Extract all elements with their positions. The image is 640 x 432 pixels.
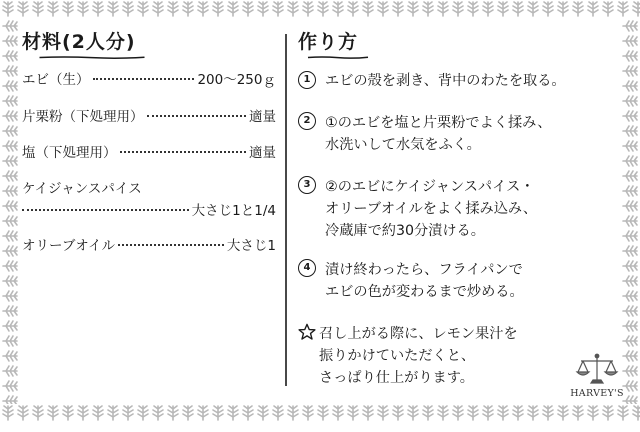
leaf-sprig-ornament	[168, 2, 178, 16]
leaf-sprig-ornament	[213, 406, 223, 420]
leaf-sprig-ornament	[3, 321, 17, 331]
leaf-sprig-ornament	[393, 2, 403, 16]
leaf-sprig-ornament	[623, 261, 637, 271]
ingredient-amount: 200〜250ｇ	[197, 72, 276, 88]
leaf-sprig-ornament	[3, 216, 17, 226]
decorative-border-right	[620, 18, 640, 404]
leaf-sprig-ornament	[3, 111, 17, 121]
leaf-sprig-ornament	[3, 366, 17, 376]
leaf-sprig-ornament	[623, 306, 637, 316]
leaf-sprig-ornament	[138, 2, 148, 16]
leaf-sprig-ornament	[408, 2, 418, 16]
leaf-sprig-ornament	[348, 406, 358, 420]
leaf-sprig-ornament	[318, 2, 328, 16]
leaf-sprig-ornament	[288, 406, 298, 420]
leaf-sprig-ornament	[3, 21, 17, 31]
leaf-sprig-ornament	[623, 201, 637, 211]
ingredient-name: ケイジャンスパイス	[22, 181, 142, 197]
leaf-sprig-ornament	[623, 111, 637, 121]
leaf-sprig-ornament	[93, 406, 103, 420]
leaf-sprig-ornament	[453, 406, 463, 420]
step-number-badge: 4	[298, 259, 316, 277]
leaf-sprig-ornament	[3, 126, 17, 136]
leaf-sprig-ornament	[623, 36, 637, 46]
leaf-sprig-ornament	[48, 2, 58, 16]
leaf-sprig-ornament	[623, 291, 637, 301]
ingredient-item	[22, 144, 276, 162]
step-item	[298, 259, 618, 303]
leaf-sprig-ornament	[243, 406, 253, 420]
step-item	[298, 176, 618, 242]
leaf-sprig-ornament	[348, 2, 358, 16]
leaf-sprig-ornament	[3, 396, 17, 404]
leaf-sprig-ornament	[468, 406, 478, 420]
decorative-border-left	[0, 18, 20, 404]
leaf-sprig-ornament	[378, 406, 388, 420]
harveys-logo	[568, 352, 626, 402]
leaf-sprig-ornament	[3, 246, 17, 256]
leaf-sprig-ornament	[618, 2, 628, 16]
leaf-sprig-ornament	[3, 336, 17, 346]
ingredient-name: エビ（生）	[22, 72, 90, 88]
column-divider	[285, 34, 287, 386]
leaf-sprig-ornament	[3, 156, 17, 166]
leaf-sprig-ornament	[423, 2, 433, 16]
method-heading: 作り方	[298, 31, 359, 53]
leaf-sprig-ornament	[108, 406, 118, 420]
leaf-sprig-ornament	[78, 406, 88, 420]
leaf-sprig-ornament	[3, 51, 17, 61]
leaf-sprig-ornament	[468, 2, 478, 16]
ingredient-item	[22, 237, 276, 255]
leaf-sprig-ornament	[63, 406, 73, 420]
dotted-leader	[120, 151, 247, 153]
leaf-sprig-ornament	[423, 406, 433, 420]
star-outline-icon	[298, 323, 316, 341]
leaf-sprig-ornament	[153, 406, 163, 420]
leaf-sprig-ornament	[623, 96, 637, 106]
leaf-sprig-ornament	[333, 406, 343, 420]
leaf-sprig-ornament	[198, 406, 208, 420]
leaf-sprig-ornament	[483, 406, 493, 420]
method-section	[298, 30, 618, 389]
dotted-leader	[118, 244, 224, 246]
leaf-sprig-ornament	[3, 141, 17, 151]
leaf-sprig-ornament	[63, 2, 73, 16]
leaf-sprig-ornament	[438, 2, 448, 16]
leaf-sprig-ornament	[618, 406, 628, 420]
leaf-sprig-ornament	[603, 406, 613, 420]
leaf-sprig-ornament	[288, 2, 298, 16]
step-number-badge: 1	[298, 71, 316, 89]
leaf-sprig-ornament	[243, 2, 253, 16]
ingredient-amount: 適量	[249, 145, 276, 161]
leaf-sprig-ornament	[303, 406, 313, 420]
leaf-sprig-ornament	[528, 2, 538, 16]
ingredients-heading-wrap	[22, 30, 162, 59]
leaf-sprig-ornament	[588, 2, 598, 16]
leaf-sprig-ornament	[363, 406, 373, 420]
leaf-sprig-ornament	[3, 261, 17, 271]
step-item	[298, 112, 618, 156]
leaf-sprig-ornament	[623, 336, 637, 346]
leaf-sprig-ornament	[573, 406, 583, 420]
leaf-sprig-ornament	[438, 406, 448, 420]
leaf-sprig-ornament	[258, 2, 268, 16]
leaf-sprig-ornament	[228, 406, 238, 420]
leaf-sprig-ornament	[33, 2, 43, 16]
leaf-sprig-ornament	[528, 406, 538, 420]
leaf-sprig-ornament	[483, 2, 493, 16]
leaf-sprig-ornament	[498, 2, 508, 16]
leaf-sprig-ornament	[363, 2, 373, 16]
leaf-sprig-ornament	[213, 2, 223, 16]
step-text: ①のエビを塩と片栗粉でよく揉み、 水洗いして水気をふく。	[325, 115, 552, 153]
leaf-sprig-ornament	[588, 406, 598, 420]
leaf-sprig-ornament	[3, 231, 17, 241]
leaf-sprig-ornament	[93, 2, 103, 16]
step-number-badge: 2	[298, 112, 316, 130]
leaf-sprig-ornament	[408, 406, 418, 420]
leaf-sprig-ornament	[378, 2, 388, 16]
leaf-sprig-ornament	[18, 406, 28, 420]
ingredient-amount: 適量	[249, 109, 276, 125]
ingredient-amount: 大さじ1	[226, 238, 276, 254]
leaf-sprig-ornament	[623, 321, 637, 331]
leaf-sprig-ornament	[228, 2, 238, 16]
ingredient-name: オリーブオイル	[22, 238, 116, 254]
leaf-sprig-ornament	[623, 231, 637, 241]
leaf-sprig-ornament	[3, 351, 17, 361]
leaf-sprig-ornament	[258, 406, 268, 420]
leaf-sprig-ornament	[3, 291, 17, 301]
leaf-sprig-ornament	[558, 406, 568, 420]
leaf-sprig-ornament	[3, 2, 13, 16]
leaf-sprig-ornament	[558, 2, 568, 16]
step-text: ②のエビにケイジャンスパイス・ オリーブオイルをよく揉み込み、 冷蔵庫で約30分漬ける。	[325, 179, 538, 239]
ingredients-heading: 材料(2人分)	[22, 31, 136, 53]
leaf-sprig-ornament	[3, 66, 17, 76]
leaf-sprig-ornament	[3, 306, 17, 316]
leaf-sprig-ornament	[623, 171, 637, 181]
leaf-sprig-ornament	[393, 406, 403, 420]
leaf-sprig-ornament	[78, 2, 88, 16]
dotted-leader	[22, 209, 189, 211]
leaf-sprig-ornament	[168, 406, 178, 420]
leaf-sprig-ornament	[303, 2, 313, 16]
leaf-sprig-ornament	[623, 126, 637, 136]
decorative-border-bottom	[0, 404, 640, 422]
leaf-sprig-ornament	[623, 51, 637, 61]
dotted-leader	[147, 115, 247, 117]
leaf-sprig-ornament	[453, 2, 463, 16]
leaf-sprig-ornament	[123, 406, 133, 420]
leaf-sprig-ornament	[3, 276, 17, 286]
ingredient-item	[22, 108, 276, 126]
leaf-sprig-ornament	[623, 276, 637, 286]
leaf-sprig-ornament	[48, 406, 58, 420]
leaf-sprig-ornament	[623, 81, 637, 91]
leaf-sprig-ornament	[623, 246, 637, 256]
leaf-sprig-ornament	[3, 381, 17, 391]
leaf-sprig-ornament	[513, 406, 523, 420]
leaf-sprig-ornament	[183, 2, 193, 16]
ingredient-amount: 大さじ1と1/4	[191, 203, 276, 219]
leaf-sprig-ornament	[273, 406, 283, 420]
leaf-sprig-ornament	[3, 36, 17, 46]
leaf-sprig-ornament	[623, 156, 637, 166]
leaf-sprig-ornament	[18, 2, 28, 16]
leaf-sprig-ornament	[333, 2, 343, 16]
ingredient-name: 片栗粉（下処理用）	[22, 109, 144, 125]
leaf-sprig-ornament	[3, 96, 17, 106]
leaf-sprig-ornament	[3, 201, 17, 211]
leaf-sprig-ornament	[3, 81, 17, 91]
logo-text: HARVEY'S	[570, 388, 624, 399]
leaf-sprig-ornament	[623, 141, 637, 151]
leaf-sprig-ornament	[633, 406, 640, 420]
leaf-sprig-ornament	[138, 406, 148, 420]
balance-scale-icon	[575, 352, 619, 386]
leaf-sprig-ornament	[543, 2, 553, 16]
leaf-sprig-ornament	[198, 2, 208, 16]
leaf-sprig-ornament	[3, 186, 17, 196]
leaf-sprig-ornament	[273, 2, 283, 16]
tip-text: 召し上がる際に、レモン果汁を 振りかけていただくと、 さっぱり仕上がります。	[319, 326, 518, 386]
leaf-sprig-ornament	[603, 2, 613, 16]
leaf-sprig-ornament	[153, 2, 163, 16]
leaf-sprig-ornament	[623, 21, 637, 31]
leaf-sprig-ornament	[498, 406, 508, 420]
step-item	[298, 71, 618, 93]
leaf-sprig-ornament	[513, 2, 523, 16]
leaf-sprig-ornament	[3, 171, 17, 181]
leaf-sprig-ornament	[108, 2, 118, 16]
decorative-border-top	[0, 0, 640, 18]
leaf-sprig-ornament	[183, 406, 193, 420]
steps-list	[298, 59, 618, 389]
leaf-sprig-ornament	[3, 406, 13, 420]
leaf-sprig-ornament	[573, 2, 583, 16]
ingredients-section	[22, 30, 278, 309]
ingredient-item	[22, 180, 276, 220]
leaf-sprig-ornament	[33, 406, 43, 420]
leaf-sprig-ornament	[623, 66, 637, 76]
dotted-leader	[93, 78, 195, 80]
leaf-sprig-ornament	[623, 186, 637, 196]
step-text: エビの殻を剥き、背中のわたを取る。	[325, 73, 566, 89]
step-text: 漬け終わったら、フライパンで エビの色が変わるまで炒める。	[325, 262, 524, 300]
ingredients-list	[22, 59, 278, 309]
leaf-sprig-ornament	[623, 216, 637, 226]
leaf-sprig-ornament	[123, 2, 133, 16]
step-number-badge: 3	[298, 176, 316, 194]
leaf-sprig-ornament	[633, 2, 640, 16]
ingredient-item	[22, 71, 276, 89]
method-heading-wrap	[298, 30, 378, 59]
ingredient-name: 塩（下処理用）	[22, 145, 117, 161]
leaf-sprig-ornament	[318, 406, 328, 420]
leaf-sprig-ornament	[543, 406, 553, 420]
